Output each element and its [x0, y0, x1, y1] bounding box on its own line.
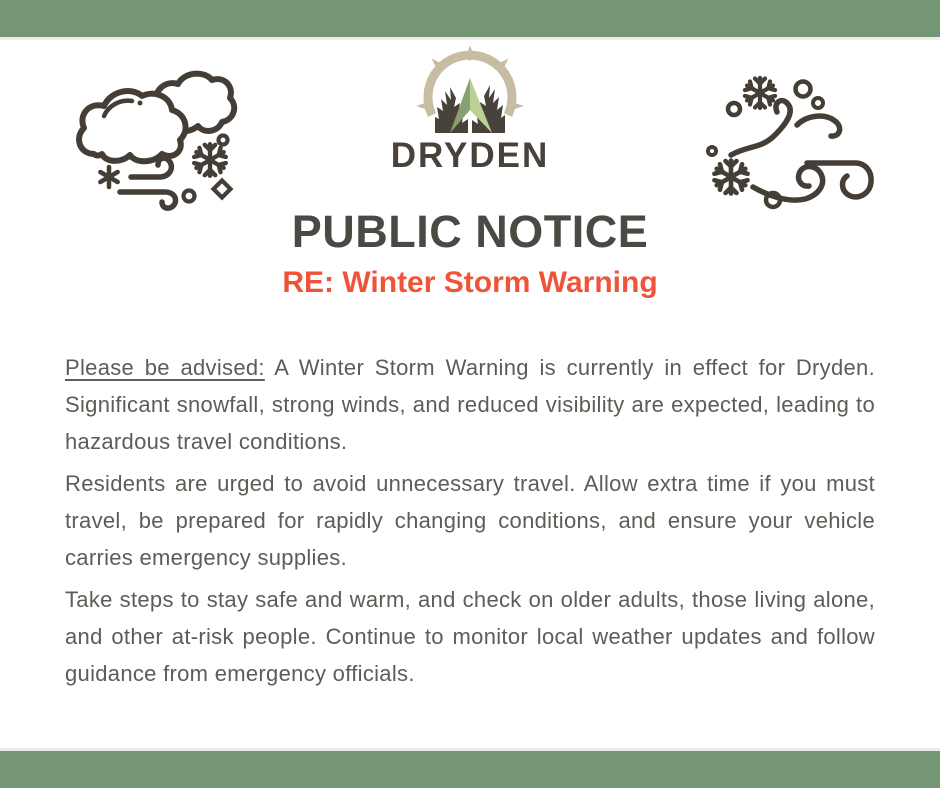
page-title: PUBLIC NOTICE [291, 206, 649, 257]
dryden-compass-logo-icon [415, 45, 525, 140]
paragraph-safety: Take steps to stay safe and warm, and check on older adults, those living alone, and other at-risk people. Continue to monitor local weather updates and follow guidance from emergency officials. [65, 587, 875, 686]
paragraph-advisory [65, 349, 875, 460]
notice-subject: RE: Winter Storm Warning [282, 266, 658, 299]
bottom-green-bar [0, 748, 940, 788]
notice-body [65, 349, 875, 697]
paragraph-advisory-text: A Winter Storm Warning is currently in effect for Dryden. Significant snowfall, strong winds, and reduced visibility are expected, leading to hazardous travel conditions. [65, 355, 875, 454]
lead-underlined-text: Please be advised: [65, 355, 265, 380]
top-green-bar [0, 0, 940, 40]
logo-wordmark: DRYDEN [390, 136, 550, 175]
paragraph-travel: Residents are urged to avoid unnecessary travel. Allow extra time if you must travel, be prepared for rapidly changing conditions, and ensure your vehicle carries emergency supplies. [65, 471, 875, 570]
